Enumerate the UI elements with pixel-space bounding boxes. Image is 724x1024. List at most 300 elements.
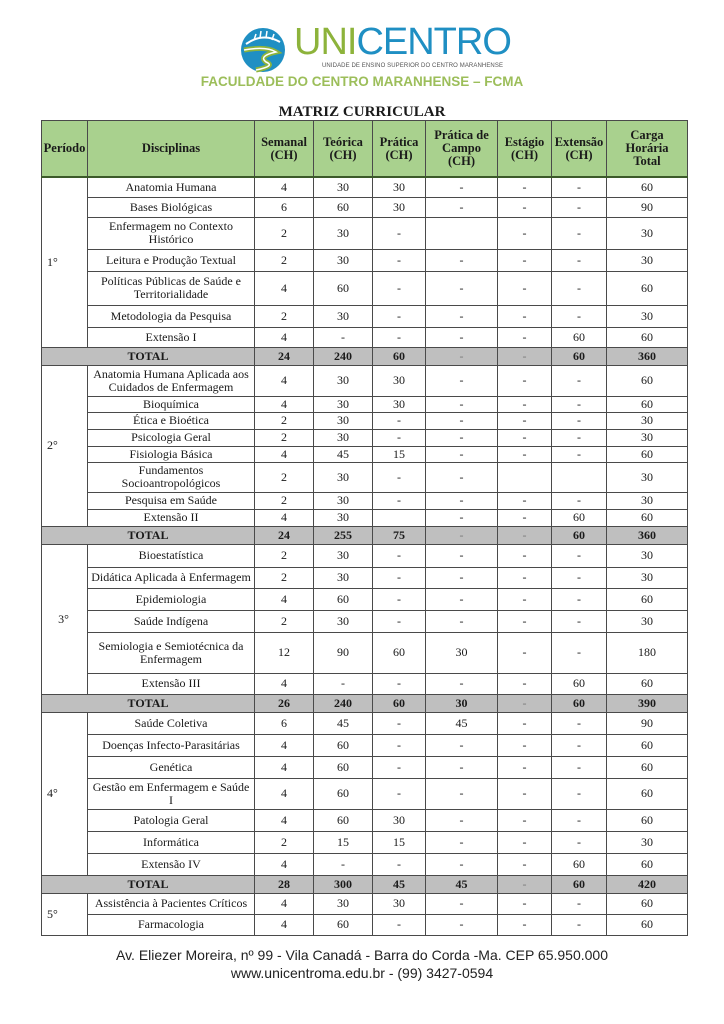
total-row xyxy=(42,347,688,365)
hours-cell: 30 xyxy=(314,249,373,271)
hours-cell: - xyxy=(552,588,607,610)
col-label: (CH) xyxy=(565,147,593,162)
hours-cell: - xyxy=(552,492,607,509)
hours-cell: 30 xyxy=(314,177,373,197)
hours-cell: - xyxy=(373,429,426,446)
hours-cell: - xyxy=(498,610,552,632)
hours-cell: 30 xyxy=(607,831,688,853)
discipline-name: Ética e Bioética xyxy=(88,412,255,429)
hours-cell: - xyxy=(498,412,552,429)
col-header-teorica xyxy=(314,121,373,178)
hours-cell xyxy=(498,462,552,492)
total-value: - xyxy=(498,694,552,712)
hours-cell: 4 xyxy=(255,853,314,875)
hours-cell: - xyxy=(552,305,607,327)
hours-cell: - xyxy=(426,809,498,831)
table-row xyxy=(42,831,688,853)
hours-cell: - xyxy=(552,778,607,809)
hours-cell: - xyxy=(498,831,552,853)
hours-cell: - xyxy=(426,734,498,756)
hours-cell: - xyxy=(373,588,426,610)
hours-cell: - xyxy=(552,567,607,588)
hours-cell: - xyxy=(552,712,607,734)
total-value: 390 xyxy=(607,694,688,712)
total-value: 60 xyxy=(552,347,607,365)
hours-cell: - xyxy=(498,756,552,778)
total-value: 420 xyxy=(607,875,688,893)
hours-cell: - xyxy=(552,831,607,853)
hours-cell: - xyxy=(498,712,552,734)
discipline-name: Pesquisa em Saúde xyxy=(88,492,255,509)
hours-cell: - xyxy=(426,305,498,327)
table-row xyxy=(42,327,688,347)
hours-cell: 4 xyxy=(255,914,314,935)
hours-cell: 45 xyxy=(314,712,373,734)
hours-cell: - xyxy=(426,831,498,853)
discipline-name: Extensão IV xyxy=(88,853,255,875)
col-label: Total xyxy=(633,154,661,168)
hours-cell: - xyxy=(498,305,552,327)
hours-cell: 2 xyxy=(255,412,314,429)
hours-cell: 4 xyxy=(255,809,314,831)
hours-cell: - xyxy=(373,492,426,509)
hours-cell xyxy=(552,462,607,492)
col-label: Prática xyxy=(379,134,419,149)
hours-cell: - xyxy=(498,429,552,446)
hours-cell: 30 xyxy=(314,492,373,509)
hours-cell: 180 xyxy=(607,632,688,673)
hours-cell: - xyxy=(498,365,552,396)
hours-cell: 4 xyxy=(255,673,314,694)
col-label: Teórica xyxy=(323,134,363,149)
hours-cell: 60 xyxy=(607,734,688,756)
hours-cell: - xyxy=(552,217,607,249)
hours-cell: 4 xyxy=(255,396,314,412)
hours-cell: 6 xyxy=(255,712,314,734)
hours-cell: 30 xyxy=(314,509,373,526)
col-header-pratica-campo xyxy=(426,121,498,178)
hours-cell: - xyxy=(498,734,552,756)
hours-cell: 60 xyxy=(314,734,373,756)
total-value: 360 xyxy=(607,526,688,544)
total-value: 360 xyxy=(607,347,688,365)
hours-cell: - xyxy=(373,914,426,935)
hours-cell: 30 xyxy=(373,893,426,914)
hours-cell: 60 xyxy=(607,446,688,462)
col-label: (CH) xyxy=(270,147,298,162)
hours-cell: - xyxy=(552,365,607,396)
table-row xyxy=(42,365,688,396)
hours-cell: 30 xyxy=(314,567,373,588)
hours-cell: 60 xyxy=(607,809,688,831)
hours-cell: - xyxy=(373,544,426,567)
hours-cell: 30 xyxy=(314,412,373,429)
col-label: Estágio xyxy=(504,134,545,149)
hours-cell: - xyxy=(373,734,426,756)
total-value: 240 xyxy=(314,694,373,712)
hours-cell: 60 xyxy=(607,914,688,935)
hours-cell: 30 xyxy=(373,396,426,412)
brand-name xyxy=(294,20,511,64)
hours-cell: - xyxy=(552,396,607,412)
footer-address: Av. Eliezer Moreira, nº 99 - Vila Canadá - Barra do Corda -Ma. CEP 65.950.000 xyxy=(116,947,608,963)
hours-cell: 4 xyxy=(255,177,314,197)
hours-cell: - xyxy=(426,365,498,396)
hours-cell: - xyxy=(426,588,498,610)
discipline-name: Psicologia Geral xyxy=(88,429,255,446)
hours-cell: - xyxy=(498,327,552,347)
hours-cell: 60 xyxy=(607,756,688,778)
hours-cell: - xyxy=(552,544,607,567)
hours-cell: 60 xyxy=(314,778,373,809)
col-label: Carga xyxy=(630,128,664,142)
discipline-name: Extensão III xyxy=(88,673,255,694)
discipline-name: Assistência à Pacientes Críticos xyxy=(88,893,255,914)
hours-cell: - xyxy=(426,893,498,914)
hours-cell: - xyxy=(426,544,498,567)
hours-cell: - xyxy=(373,412,426,429)
discipline-name: Anatomia Humana xyxy=(88,177,255,197)
hours-cell: 4 xyxy=(255,365,314,396)
hours-cell: - xyxy=(552,893,607,914)
col-label: Período xyxy=(43,141,86,155)
table-row xyxy=(42,567,688,588)
total-value: 60 xyxy=(552,875,607,893)
hours-cell: 4 xyxy=(255,588,314,610)
hours-cell: - xyxy=(426,177,498,197)
total-value: 60 xyxy=(552,526,607,544)
table-row xyxy=(42,396,688,412)
total-value: 24 xyxy=(255,526,314,544)
total-value: 30 xyxy=(426,694,498,712)
hours-cell: 60 xyxy=(607,853,688,875)
table-row xyxy=(42,756,688,778)
total-label: TOTAL xyxy=(42,526,255,544)
hours-cell: 30 xyxy=(607,249,688,271)
hours-cell: - xyxy=(552,632,607,673)
table-row xyxy=(42,809,688,831)
table-row xyxy=(42,429,688,446)
page-header xyxy=(0,18,724,96)
hours-cell: 30 xyxy=(426,632,498,673)
total-row xyxy=(42,694,688,712)
hours-cell: 60 xyxy=(314,809,373,831)
hours-cell: 2 xyxy=(255,567,314,588)
hours-cell: - xyxy=(498,396,552,412)
hours-cell: 30 xyxy=(314,217,373,249)
hours-cell: 30 xyxy=(607,462,688,492)
hours-cell: - xyxy=(426,673,498,694)
hours-cell: 60 xyxy=(314,914,373,935)
hours-cell: - xyxy=(373,712,426,734)
hours-cell: 2 xyxy=(255,217,314,249)
hours-cell: - xyxy=(498,567,552,588)
hours-cell: - xyxy=(552,412,607,429)
total-value: 45 xyxy=(426,875,498,893)
hours-cell: 6 xyxy=(255,197,314,217)
discipline-name: Informática xyxy=(88,831,255,853)
hours-cell: 30 xyxy=(607,567,688,588)
table-row xyxy=(42,673,688,694)
total-value: 75 xyxy=(373,526,426,544)
col-label: (CH) xyxy=(329,147,357,162)
hours-cell: - xyxy=(498,893,552,914)
period-cell: 3° xyxy=(42,544,88,694)
hours-cell: 60 xyxy=(314,197,373,217)
col-label: Disciplinas xyxy=(141,141,201,155)
hours-cell: - xyxy=(314,327,373,347)
hours-cell: - xyxy=(373,756,426,778)
hours-cell xyxy=(426,217,498,249)
table-row xyxy=(42,893,688,914)
hours-cell: - xyxy=(552,809,607,831)
total-value: - xyxy=(498,347,552,365)
hours-cell: - xyxy=(373,217,426,249)
hours-cell: 30 xyxy=(314,396,373,412)
hours-cell: 2 xyxy=(255,544,314,567)
hours-cell: - xyxy=(426,853,498,875)
hours-cell: 4 xyxy=(255,893,314,914)
total-row xyxy=(42,526,688,544)
hours-cell: - xyxy=(373,249,426,271)
hours-cell: 60 xyxy=(314,588,373,610)
hours-cell: 12 xyxy=(255,632,314,673)
brand-centro: CENTRO xyxy=(356,21,511,63)
total-value: 24 xyxy=(255,347,314,365)
col-header-pratica xyxy=(373,121,426,178)
total-value: - xyxy=(426,526,498,544)
hours-cell: 30 xyxy=(607,305,688,327)
period-cell: 1° xyxy=(42,177,88,347)
hours-cell: - xyxy=(552,177,607,197)
hours-cell: 90 xyxy=(314,632,373,673)
hours-cell: - xyxy=(426,509,498,526)
total-value: - xyxy=(498,526,552,544)
hours-cell: - xyxy=(426,396,498,412)
table-row xyxy=(42,197,688,217)
hours-cell: 4 xyxy=(255,509,314,526)
hours-cell: 4 xyxy=(255,271,314,305)
hours-cell: 4 xyxy=(255,778,314,809)
table-header-row xyxy=(42,121,688,178)
col-header-periodo xyxy=(42,121,88,178)
hours-cell: - xyxy=(373,327,426,347)
curriculum-table xyxy=(41,120,688,936)
discipline-name: Enfermagem no Contexto Histórico xyxy=(88,217,255,249)
faculdade-name: FACULDADE DO CENTRO MARANHENSE – FCMA xyxy=(200,74,524,89)
total-value: - xyxy=(498,875,552,893)
discipline-name: Fundamentos Socioantropológicos xyxy=(88,462,255,492)
page-footer xyxy=(0,946,724,982)
total-value: 255 xyxy=(314,526,373,544)
hours-cell: - xyxy=(498,853,552,875)
total-value: 300 xyxy=(314,875,373,893)
table-row xyxy=(42,305,688,327)
hours-cell: 45 xyxy=(314,446,373,462)
table-row xyxy=(42,588,688,610)
brand-tagline: UNIDADE DE ENSINO SUPERIOR DO CENTRO MARANHENSE xyxy=(322,63,504,69)
hours-cell: - xyxy=(373,610,426,632)
hours-cell: 60 xyxy=(607,327,688,347)
hours-cell: - xyxy=(426,462,498,492)
table-row xyxy=(42,853,688,875)
discipline-name: Extensão II xyxy=(88,509,255,526)
river-sun-logo-icon xyxy=(236,26,290,74)
discipline-name: Genética xyxy=(88,756,255,778)
table-row xyxy=(42,914,688,935)
hours-cell: 30 xyxy=(607,412,688,429)
hours-cell: - xyxy=(373,673,426,694)
hours-cell: - xyxy=(552,610,607,632)
hours-cell: - xyxy=(498,217,552,249)
discipline-name: Anatomia Humana Aplicada aos Cuidados de Enfermagem xyxy=(88,365,255,396)
hours-cell: - xyxy=(552,271,607,305)
hours-cell: 60 xyxy=(607,673,688,694)
col-label: (CH) xyxy=(385,147,413,162)
discipline-name: Epidemiologia xyxy=(88,588,255,610)
hours-cell: 15 xyxy=(373,831,426,853)
discipline-name: Saúde Indígena xyxy=(88,610,255,632)
discipline-name: Patologia Geral xyxy=(88,809,255,831)
table-row xyxy=(42,271,688,305)
hours-cell: - xyxy=(373,567,426,588)
hours-cell: 45 xyxy=(426,712,498,734)
brand-uni: UNI xyxy=(294,21,357,63)
hours-cell: 30 xyxy=(373,809,426,831)
hours-cell xyxy=(373,509,426,526)
hours-cell: 2 xyxy=(255,249,314,271)
hours-cell: - xyxy=(426,610,498,632)
table-row xyxy=(42,734,688,756)
discipline-name: Gestão em Enfermagem e Saúde I xyxy=(88,778,255,809)
hours-cell: 60 xyxy=(373,632,426,673)
hours-cell: - xyxy=(373,305,426,327)
curriculum-table-body xyxy=(42,177,688,935)
hours-cell: 60 xyxy=(552,853,607,875)
hours-cell: 60 xyxy=(607,893,688,914)
hours-cell: - xyxy=(426,271,498,305)
period-cell: 4° xyxy=(42,712,88,875)
hours-cell: - xyxy=(498,778,552,809)
total-label: TOTAL xyxy=(42,875,255,893)
hours-cell: - xyxy=(314,853,373,875)
hours-cell: - xyxy=(552,914,607,935)
hours-cell: - xyxy=(498,446,552,462)
col-label: Semanal xyxy=(261,134,307,149)
footer-contact: www.unicentroma.edu.br - (99) 3427-0594 xyxy=(230,965,494,981)
col-header-extensao xyxy=(552,121,607,178)
hours-cell: - xyxy=(498,249,552,271)
hours-cell: - xyxy=(426,429,498,446)
hours-cell: 15 xyxy=(314,831,373,853)
hours-cell: - xyxy=(426,567,498,588)
hours-cell: 2 xyxy=(255,305,314,327)
total-row xyxy=(42,875,688,893)
hours-cell: 90 xyxy=(607,197,688,217)
hours-cell: 30 xyxy=(373,177,426,197)
discipline-name: Metodologia da Pesquisa xyxy=(88,305,255,327)
discipline-name: Didática Aplicada à Enfermagem xyxy=(88,567,255,588)
hours-cell: - xyxy=(426,197,498,217)
hours-cell: - xyxy=(426,412,498,429)
hours-cell: - xyxy=(426,914,498,935)
col-label: Horária xyxy=(625,141,669,155)
hours-cell: - xyxy=(498,177,552,197)
hours-cell: 2 xyxy=(255,492,314,509)
discipline-name: Bioquímica xyxy=(88,396,255,412)
hours-cell: 30 xyxy=(314,544,373,567)
table-row xyxy=(42,544,688,567)
table-row xyxy=(42,632,688,673)
hours-cell: 60 xyxy=(607,588,688,610)
hours-cell: 30 xyxy=(607,544,688,567)
hours-cell: 4 xyxy=(255,446,314,462)
unicentro-logo xyxy=(236,21,511,78)
hours-cell: 4 xyxy=(255,734,314,756)
hours-cell: - xyxy=(552,756,607,778)
hours-cell: 4 xyxy=(255,756,314,778)
discipline-name: Bioestatística xyxy=(88,544,255,567)
discipline-name: Semiologia e Semiotécnica da Enfermagem xyxy=(88,632,255,673)
total-value: 60 xyxy=(552,694,607,712)
discipline-name: Bases Biológicas xyxy=(88,197,255,217)
hours-cell: 90 xyxy=(607,712,688,734)
hours-cell: 30 xyxy=(314,610,373,632)
hours-cell: - xyxy=(426,446,498,462)
total-value: - xyxy=(426,347,498,365)
col-header-carga-total xyxy=(607,121,688,178)
hours-cell: - xyxy=(373,271,426,305)
hours-cell: 60 xyxy=(552,673,607,694)
hours-cell: 60 xyxy=(607,396,688,412)
table-row xyxy=(42,249,688,271)
discipline-name: Leitura e Produção Textual xyxy=(88,249,255,271)
discipline-name: Saúde Coletiva xyxy=(88,712,255,734)
hours-cell: - xyxy=(498,544,552,567)
hours-cell: 4 xyxy=(255,327,314,347)
hours-cell: 60 xyxy=(607,177,688,197)
table-row xyxy=(42,712,688,734)
hours-cell: - xyxy=(426,778,498,809)
hours-cell: - xyxy=(314,673,373,694)
period-cell: 2° xyxy=(42,365,88,526)
hours-cell: - xyxy=(498,271,552,305)
total-value: 240 xyxy=(314,347,373,365)
col-label: Campo xyxy=(442,141,481,155)
table-row xyxy=(42,446,688,462)
hours-cell: 60 xyxy=(314,271,373,305)
hours-cell: 30 xyxy=(607,492,688,509)
col-header-semanal xyxy=(255,121,314,178)
total-value: 60 xyxy=(373,347,426,365)
hours-cell: - xyxy=(552,734,607,756)
hours-cell: 30 xyxy=(314,305,373,327)
table-row xyxy=(42,217,688,249)
hours-cell: 60 xyxy=(607,365,688,396)
hours-cell: 30 xyxy=(373,365,426,396)
hours-cell: 30 xyxy=(607,429,688,446)
table-row xyxy=(42,462,688,492)
col-header-estagio xyxy=(498,121,552,178)
col-header-disciplinas xyxy=(88,121,255,178)
hours-cell: - xyxy=(426,756,498,778)
discipline-name: Doenças Infecto-Parasitárias xyxy=(88,734,255,756)
hours-cell: 60 xyxy=(552,509,607,526)
hours-cell: - xyxy=(373,778,426,809)
hours-cell: - xyxy=(498,632,552,673)
hours-cell: 2 xyxy=(255,462,314,492)
table-row xyxy=(42,412,688,429)
